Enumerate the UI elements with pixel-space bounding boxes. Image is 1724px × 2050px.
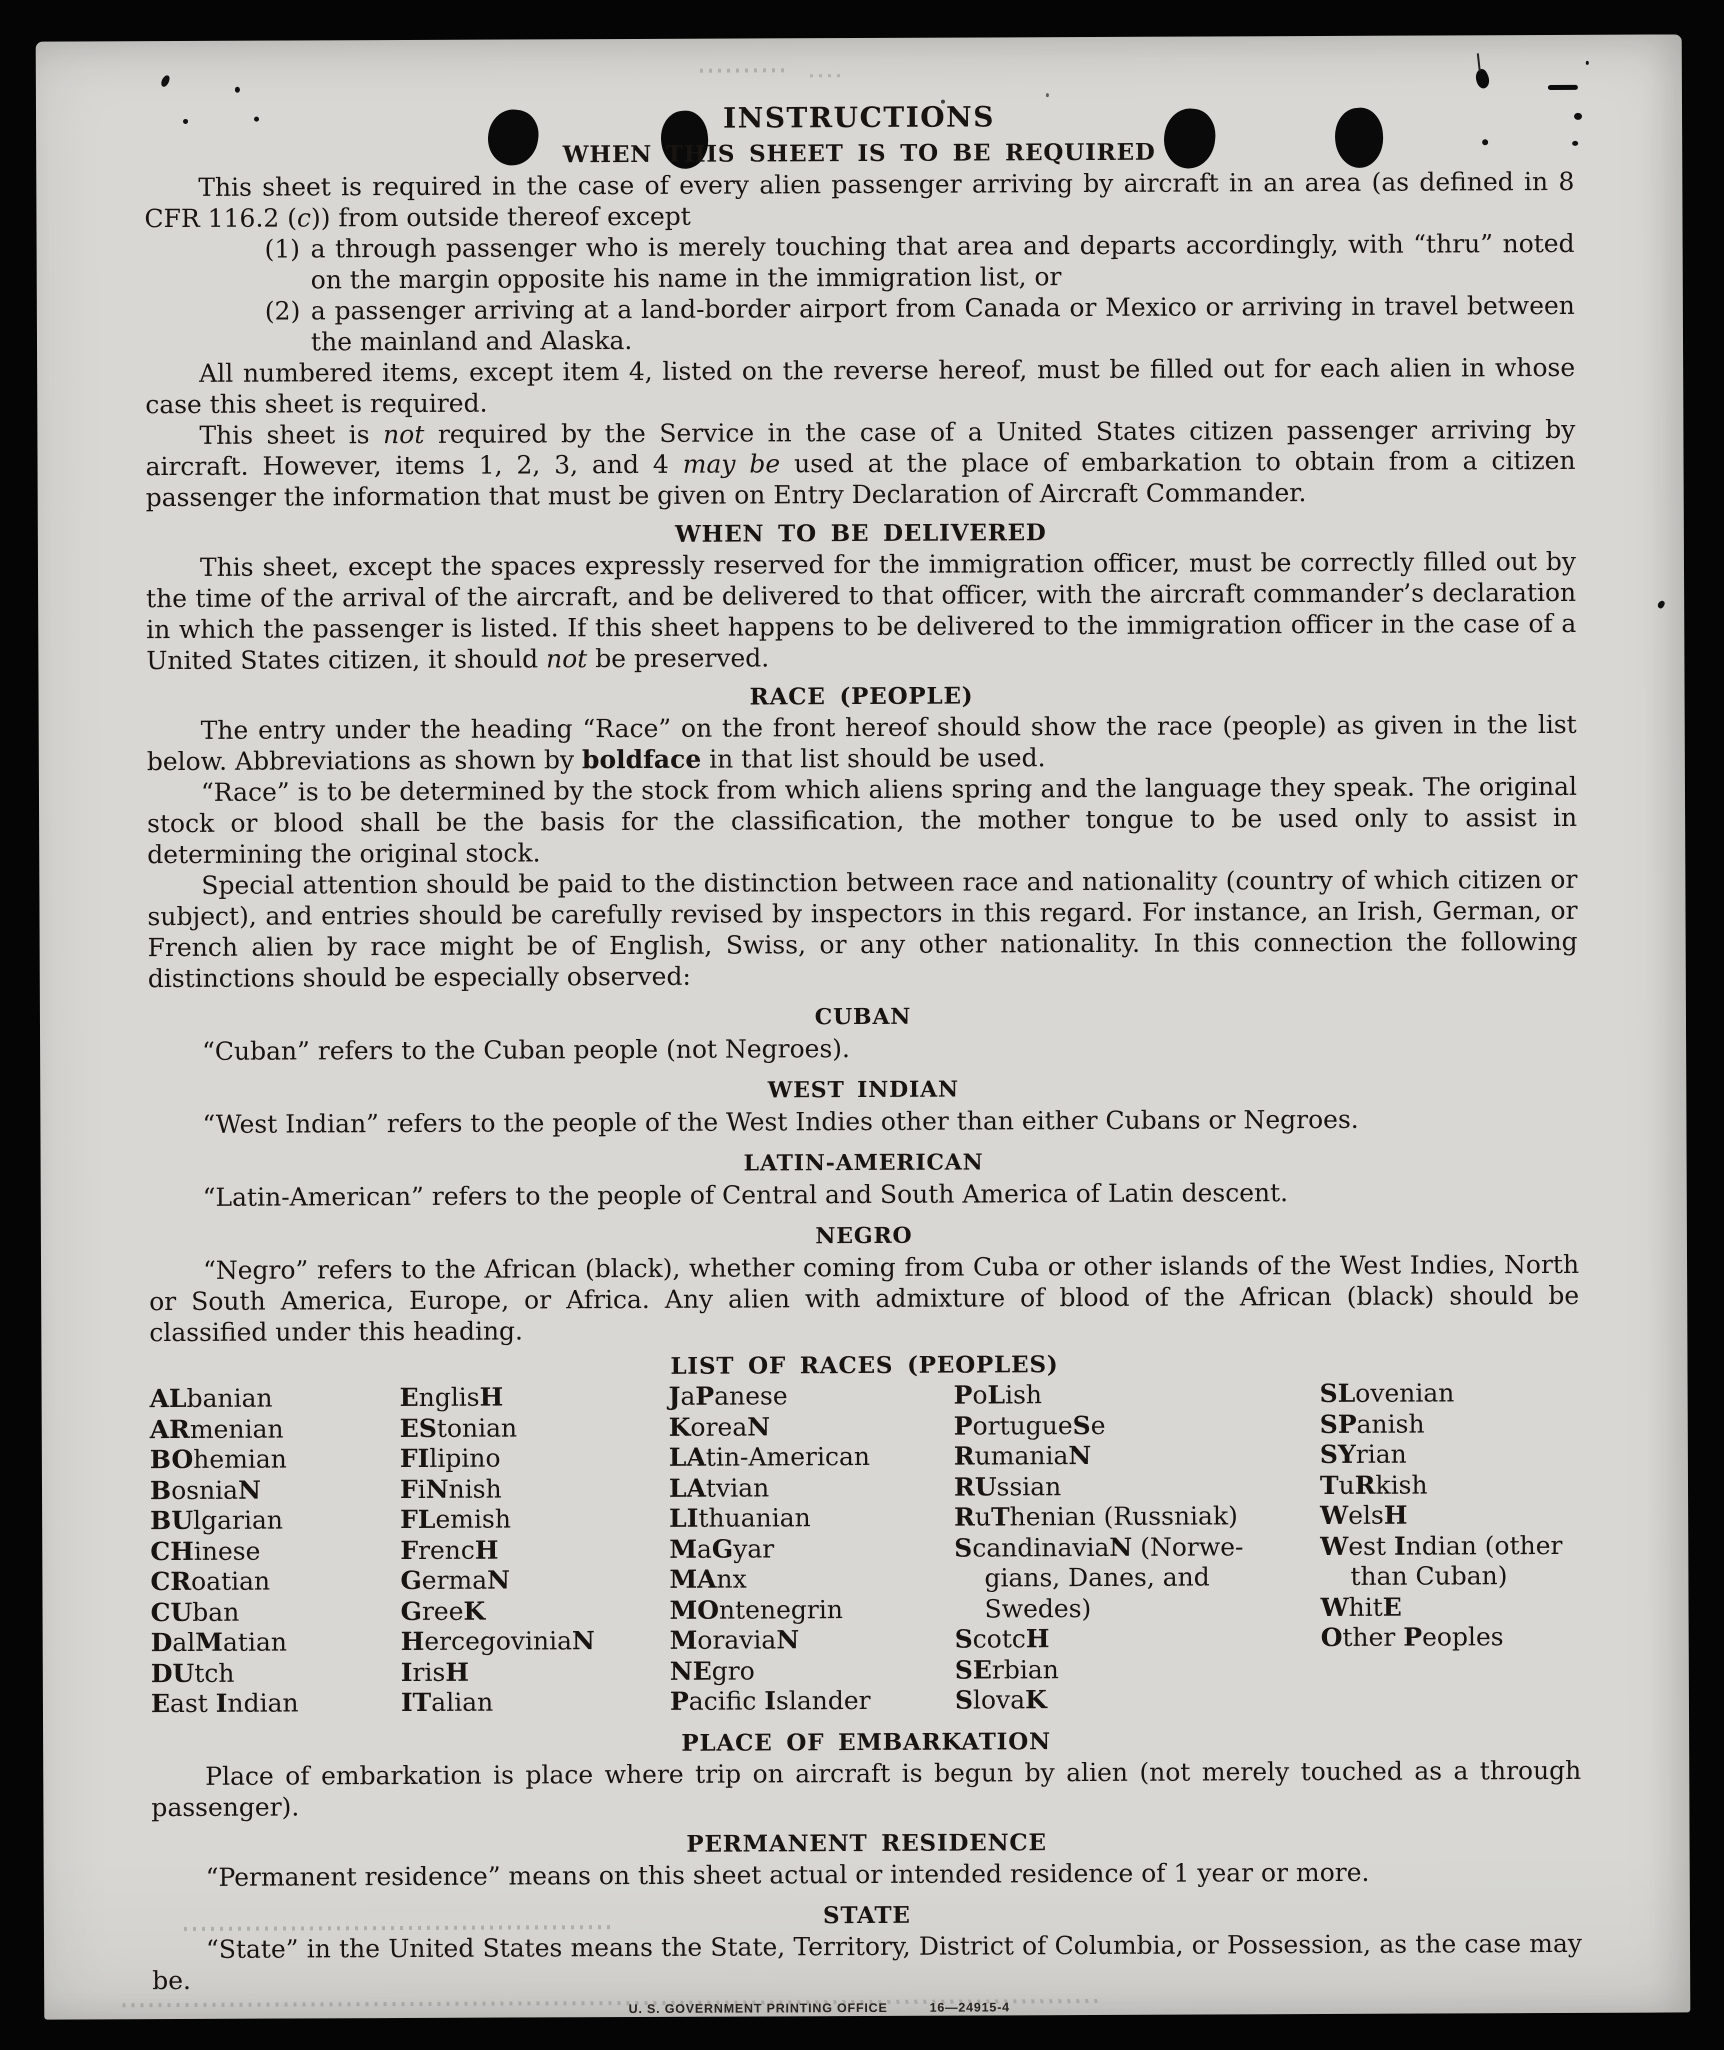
- races-column-3: [669, 1381, 955, 1718]
- section-heading-state: STATE: [822, 1901, 911, 1929]
- race-item: ARmenian: [149, 1414, 284, 1444]
- races-column-5: [1320, 1378, 1581, 1715]
- race-item: HercegoviniaN: [400, 1626, 595, 1657]
- printing-office-colophon: [104, 1998, 1534, 2018]
- section-heading-west-indian: WEST INDIAN: [767, 1076, 959, 1104]
- paragraph-state: “State” in the United States means the State, Territory, District of Columbia, or Possession, as the case may be.: [152, 1928, 1583, 1995]
- race-item: SLovenian: [1319, 1378, 1455, 1409]
- race-item: SErbian: [954, 1654, 1059, 1685]
- race-item: SPanish: [1319, 1409, 1425, 1439]
- section-heading-when-required: WHEN THIS SHEET IS TO BE REQUIRED: [562, 138, 1156, 169]
- list-item-number: (2): [264, 296, 301, 326]
- race-item: BosniaN: [149, 1475, 261, 1505]
- race-item: WelsH: [1320, 1500, 1408, 1531]
- race-item: FiNnish: [399, 1474, 502, 1504]
- paragraph-required-intro: This sheet is required in the case of every alien passenger arriving by aircraft in an area (as defined in 8 CFR 116.2 (c)) from outside thereof except: [144, 166, 1575, 234]
- races-column-1: [150, 1383, 401, 1720]
- race-item: CHinese: [150, 1536, 261, 1566]
- paragraph-delivered: This sheet, except the spaces expressly reserved for the immigration officer, must be correctly filled out by the time of the arrival of the aircraft, and be delivered to that officer, with the aircraft commander’s declaration in which the passenger is listed. If this sheet happens to be delivered to the immigration officer in the case of a United States citizen, it should not be preserved.: [146, 546, 1577, 676]
- race-item: GermaN: [400, 1565, 511, 1596]
- race-item: FLemish: [400, 1504, 511, 1535]
- paragraph-race-nationality: Special attention should be paid to the distinction between race and nationality (country of which citizen or subject), and entries should be carefully revised by inspectors in this regard. For instance, an Irish, German, or French alien by race might be of English, Swiss, or any other nationality. In this connection the following distinctions should be especially observed:: [147, 864, 1578, 994]
- race-item: CRoatian: [150, 1566, 271, 1597]
- race-item: BUlgarian: [150, 1505, 284, 1536]
- races-column-4: [954, 1379, 1321, 1716]
- section-heading-negro: NEGRO: [815, 1222, 913, 1250]
- races-list: [150, 1378, 1581, 1720]
- race-item: East Indian: [150, 1688, 299, 1719]
- paragraph-negro: “Negro” refers to the African (black), whether coming from Cuba or other islands of the West Indies, North or South America, Europe, or Africa. Any alien with admixture of blood of the African (black) should be classified under this heading.: [149, 1249, 1580, 1348]
- race-item: MoraviaN: [669, 1625, 800, 1655]
- paragraph-cuban: “Cuban” refers to the Cuban people (not Negroes).: [202, 1034, 851, 1066]
- race-item: LAtvian: [668, 1472, 770, 1503]
- race-item: BOhemian: [149, 1444, 287, 1475]
- race-item: ITalian: [400, 1687, 494, 1718]
- race-item: RUssian: [953, 1471, 1062, 1502]
- race-item: RuThenian (Russniak): [954, 1501, 1238, 1532]
- list-item-through-passenger: [145, 228, 1575, 296]
- paragraph-all-items: All numbered items, except item 4, listed on the reverse hereof, must be filled out for each alien in whose case this sheet is required.: [145, 352, 1576, 420]
- section-heading-when-delivered: WHEN TO BE DELIVERED: [674, 519, 1047, 548]
- race-item: ALbanian: [149, 1383, 273, 1414]
- document-content: [36, 34, 1691, 2019]
- paragraph-race-stock: “Race” is to be determined by the stock from which aliens spring and the language they speak. The original stock or blood shall be the basis for the classification, the mother tongue to be used only to assist in determining the original stock.: [147, 771, 1578, 870]
- race-item: PortugueSe: [953, 1410, 1106, 1441]
- race-item: JaPanese: [668, 1381, 788, 1411]
- race-item: MAnx: [669, 1564, 747, 1594]
- section-heading-race: RACE (PEOPLE): [749, 682, 974, 711]
- section-heading-list-of-races: LIST OF RACES (PEOPLES): [670, 1351, 1059, 1380]
- race-item: SlovaK: [954, 1685, 1047, 1715]
- section-heading-embarkation: PLACE OF EMBARKATION: [681, 1727, 1051, 1757]
- race-item: IrisH: [400, 1657, 469, 1687]
- race-item: EnglisH: [399, 1382, 504, 1413]
- race-item: ScotcH: [954, 1624, 1050, 1654]
- race-item: LAtin-American: [668, 1441, 871, 1472]
- race-item: MOntenegrin: [669, 1594, 843, 1625]
- races-column-2: [400, 1382, 670, 1719]
- race-item: PoLish: [953, 1380, 1043, 1410]
- race-item: LIthuanian: [669, 1503, 811, 1533]
- race-item: FIlipino: [399, 1443, 501, 1474]
- list-item-number: (1): [264, 234, 301, 264]
- section-heading-cuban: CUBAN: [814, 1003, 912, 1031]
- paragraph-embarkation: Place of embarkation is place where trip on aircraft is begun by alien (not merely touched as a through passenger).: [151, 1755, 1582, 1822]
- section-heading-residence: PERMANENT RESIDENCE: [686, 1828, 1047, 1858]
- race-item: CUban: [150, 1597, 240, 1627]
- print-code: 16—24915-4: [929, 1999, 1010, 2015]
- race-item: Pacific Islander: [669, 1685, 871, 1716]
- race-item: West Indian (other than Cuban): [1320, 1530, 1563, 1591]
- paragraph-west-indian: “West Indian” refers to the people of the West Indies other than either Cubans or Negroes.: [202, 1104, 1359, 1139]
- race-item: KoreaN: [668, 1411, 771, 1442]
- race-item: Other Peoples: [1320, 1622, 1504, 1653]
- race-item: MaGyar: [669, 1533, 775, 1564]
- race-item: DUtch: [150, 1658, 235, 1688]
- race-item: GreeK: [400, 1596, 486, 1626]
- race-item: DalMatian: [150, 1627, 287, 1658]
- race-item: ScandinaviaN (Norwe- gians, Danes, and Swedes): [954, 1531, 1244, 1623]
- paragraph-race-entry: The entry under the heading “Race” on the front hereof should show the race (people) as given in the list below. Abbreviations as shown by boldface in that list should be used.: [146, 709, 1577, 777]
- race-item: RumaniaN: [953, 1441, 1092, 1471]
- paragraph-residence: “Permanent residence” means on this sheet actual or intended residence of 1 year or more.: [205, 1857, 1370, 1892]
- page-title: INSTRUCTIONS: [723, 100, 996, 135]
- list-item-land-border: [145, 290, 1575, 358]
- race-item: WhitE: [1320, 1592, 1402, 1622]
- race-item: EStonian: [399, 1413, 518, 1443]
- list-item-text: a through passenger who is merely touching that area and departs accordingly, with “thru” noted on the margin opposite his name in the immigration list, or: [310, 228, 1575, 295]
- list-item-text: a passenger arriving at a land-border airport from Canada or Mexico or arriving in travel between the mainland and Alaska.: [310, 290, 1575, 357]
- race-item: TuRkish: [1319, 1470, 1428, 1500]
- race-item: SYrian: [1319, 1439, 1407, 1470]
- document-sheet: [36, 34, 1691, 2019]
- printer-name: U. S. GOVERNMENT PRINTING OFFICE: [628, 2000, 888, 2016]
- section-heading-latin-american: LATIN-AMERICAN: [743, 1149, 984, 1177]
- race-item: NEgro: [669, 1655, 755, 1686]
- race-item: FrencH: [400, 1535, 499, 1565]
- paragraph-latin-american: “Latin-American” refers to the people of Central and South America of Latin descent.: [202, 1178, 1289, 1212]
- paragraph-not-required: This sheet is not required by the Service in the case of a United States citizen passenger arriving by aircraft. However, items 1, 2, 3, and 4 may be used at the place of embarkation to obtain from a citizen passenger the information that must be given on Entry Declaration of Aircraft Commander.: [145, 414, 1576, 513]
